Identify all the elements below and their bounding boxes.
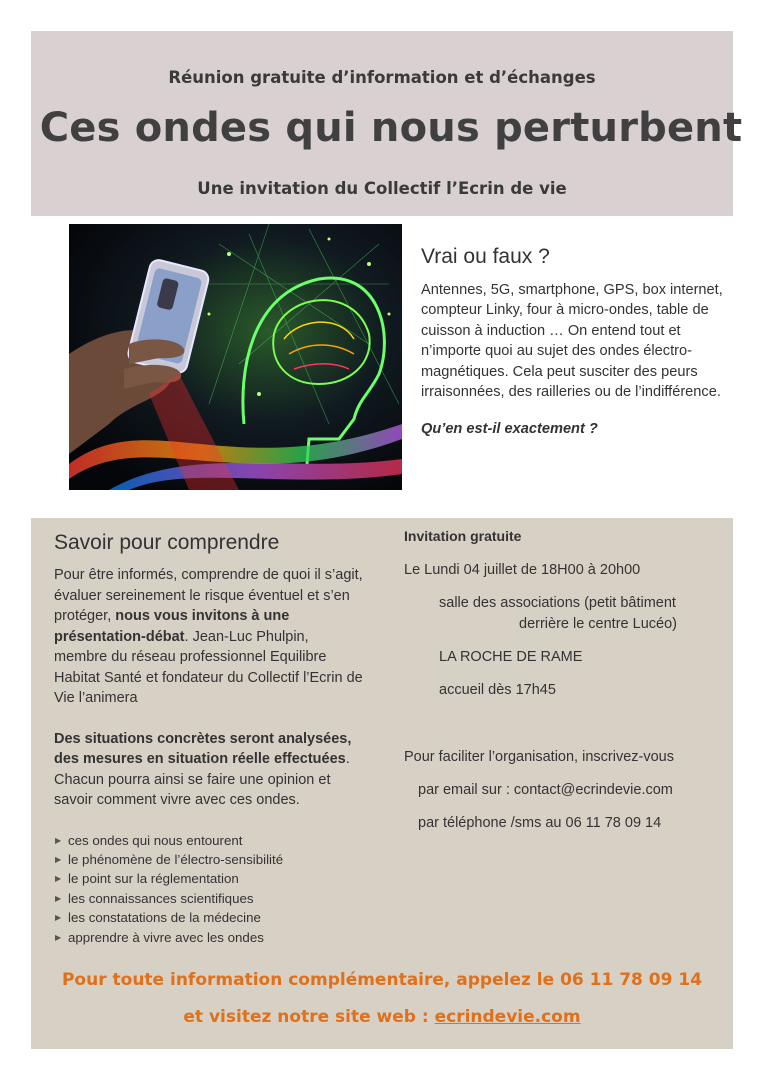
topic-label: les connaissances scientifiques — [68, 890, 254, 906]
intro-title: Vrai ou faux ? — [421, 245, 550, 268]
footer-web-prefix: et visitez notre site web : — [183, 1007, 435, 1027]
register-text: Pour faciliter l’organisation, inscrivez-vous — [404, 749, 674, 765]
register-email: par email sur : contact@ecrindevie.com — [418, 782, 673, 798]
list-item — [54, 869, 364, 888]
list-item — [54, 889, 364, 908]
event-welcome: accueil dès 17h45 — [439, 682, 556, 698]
list-item — [54, 908, 364, 927]
smartphone-brain-image — [69, 224, 402, 490]
topics-list — [54, 831, 364, 947]
savoir-title: Savoir pour comprendre — [54, 531, 280, 554]
list-item — [54, 928, 364, 947]
savoir-p1-bold: nous vous invitons à une présentation-débat — [54, 608, 290, 645]
savoir-p1-start: Pour être informés, comprendre de quoi il s’agit, évaluer sereinement le risque éventuel et s’en protéger, — [54, 567, 363, 624]
list-item — [54, 850, 364, 869]
topic-label: ces ondes qui nous entourent — [68, 832, 243, 848]
event-town: LA ROCHE DE RAME — [439, 649, 583, 665]
page-title: Ces ondes qui nous perturbent — [39, 105, 743, 151]
website-link[interactable]: ecrindevie.com — [434, 1007, 581, 1027]
triangle-right-icon: ▶ — [55, 913, 62, 923]
topic-label: le point sur la réglementation — [68, 871, 239, 887]
invitation-line: Une invitation du Collectif l’Ecrin de vie — [197, 179, 567, 198]
savoir-p2-end: . Chacun pourra ainsi se faire une opinion et savoir comment vivre avec ces ondes. — [54, 751, 350, 808]
details-panel — [31, 518, 733, 1049]
triangle-right-icon: ▶ — [55, 893, 62, 903]
topic-label: apprendre à vivre avec les ondes — [68, 929, 264, 945]
triangle-right-icon: ▶ — [55, 874, 62, 884]
header-banner — [31, 31, 743, 216]
footer-web-line — [31, 1007, 733, 1027]
intro-section — [421, 245, 731, 437]
footer-phone-line: Pour toute information complémentaire, appelez le 06 11 78 09 14 — [61, 970, 703, 990]
savoir-p2-bold: Des situations concrètes seront analysées, des mesures en situation réelle effectuées — [54, 730, 352, 767]
topic-label: le phénomène de l’électro-sensibilité — [68, 851, 284, 867]
event-date: Le Lundi 04 juillet de 18H00 à 20h00 — [404, 562, 641, 578]
event-heading: Invitation gratuite — [404, 528, 522, 544]
intro-question: Qu’en est-il exactement ? — [421, 421, 598, 438]
savoir-section — [54, 531, 364, 947]
savoir-paragraph-1 — [54, 565, 364, 709]
list-item — [54, 831, 364, 850]
event-venue-line2: derrière le centre Lucéo) — [519, 616, 677, 632]
intro-text: Antennes, 5G, smartphone, GPS, box internet, compteur Linky, four à micro-ondes, table de cuisson à induction … On entend tout et n’importe quoi au sujet des ondes électro-magnétiques. Cela peut susciter des peurs irraisonnées, des railleries ou de l’indifférence. — [421, 282, 723, 401]
event-subtitle: Réunion gratuite d’information et d’échanges — [168, 68, 596, 87]
triangle-right-icon: ▶ — [55, 835, 62, 845]
savoir-paragraph-2 — [54, 729, 364, 811]
topic-label: les constatations de la médecine — [68, 910, 261, 926]
event-venue-line1: salle des associations (petit bâtiment — [439, 595, 676, 611]
triangle-right-icon: ▶ — [55, 854, 62, 864]
triangle-right-icon: ▶ — [55, 932, 62, 942]
savoir-p1-end: . Jean-Luc Phulpin, membre du réseau professionnel Equilibre Habitat Santé et fondateur du Collectif l’Ecrin de Vie l’animera — [54, 628, 363, 706]
register-phone: par téléphone /sms au 06 11 78 09 14 — [418, 815, 662, 831]
